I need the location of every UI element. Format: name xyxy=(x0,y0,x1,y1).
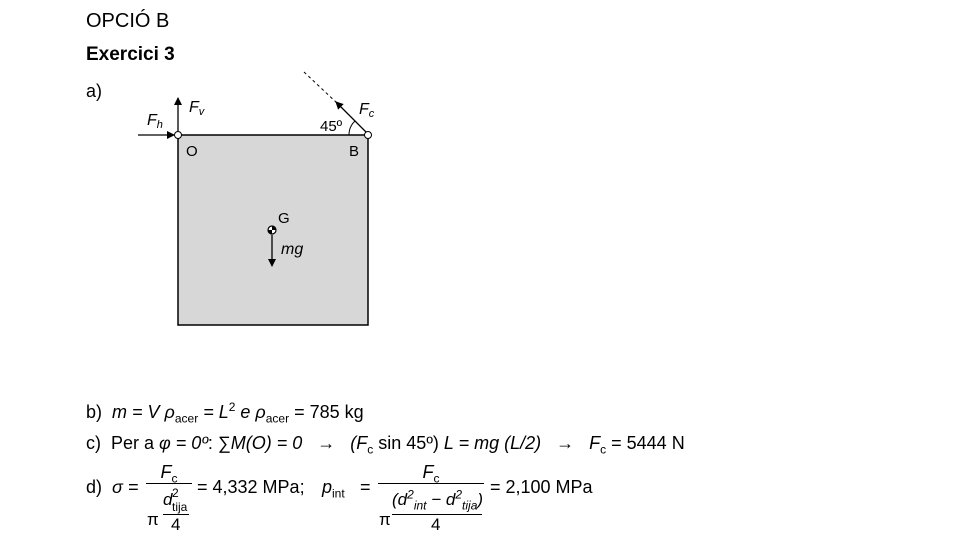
force-v-label: Fv xyxy=(189,99,205,118)
point-o-pin xyxy=(175,132,182,139)
option-heading: OPCIÓ B xyxy=(86,10,170,32)
pressure-fraction: $F_c$ xyxy=(378,462,484,484)
force-h-label: Fh xyxy=(147,112,163,131)
part-c-label: c) xyxy=(86,433,101,453)
angle-label: 45º xyxy=(320,118,343,135)
force-c-dashed-line xyxy=(304,72,338,104)
part-a-label: a) xyxy=(86,81,103,101)
pressure-symbol: $p_{int}$ xyxy=(322,477,345,501)
part-b-equation: b) m = V $\rho_{acer} = L^2$ e $\rho_{acer} = 785$ kg xyxy=(86,400,364,426)
stress-fraction: $F_c$ xyxy=(146,462,192,484)
point-o-label: O xyxy=(186,143,198,160)
weight-label: mg xyxy=(281,241,304,258)
part-c-equation: c) Per a φ = 0º: ∑M(O) = 0 → ($F_c$ sin 45º) L = mg (L/2) → $F_c = 5444$ N xyxy=(86,433,685,457)
angle-arc xyxy=(349,121,355,135)
point-g-label: G xyxy=(278,210,290,227)
center-of-mass-icon xyxy=(268,226,276,234)
free-body-diagram xyxy=(130,64,390,334)
sigma-symbol: σ = xyxy=(112,477,139,497)
point-b-pin xyxy=(365,132,372,139)
part-b-label: b) xyxy=(86,402,103,422)
pressure-result: = 2,100 MPa xyxy=(490,477,593,497)
force-c-label: Fc xyxy=(359,101,375,120)
point-b-label: B xyxy=(349,143,360,160)
stress-result: = 4,332 MPa; xyxy=(197,477,305,497)
exercise-heading: Exercici 3 xyxy=(86,44,175,65)
part-d-label: d) xyxy=(86,477,103,497)
